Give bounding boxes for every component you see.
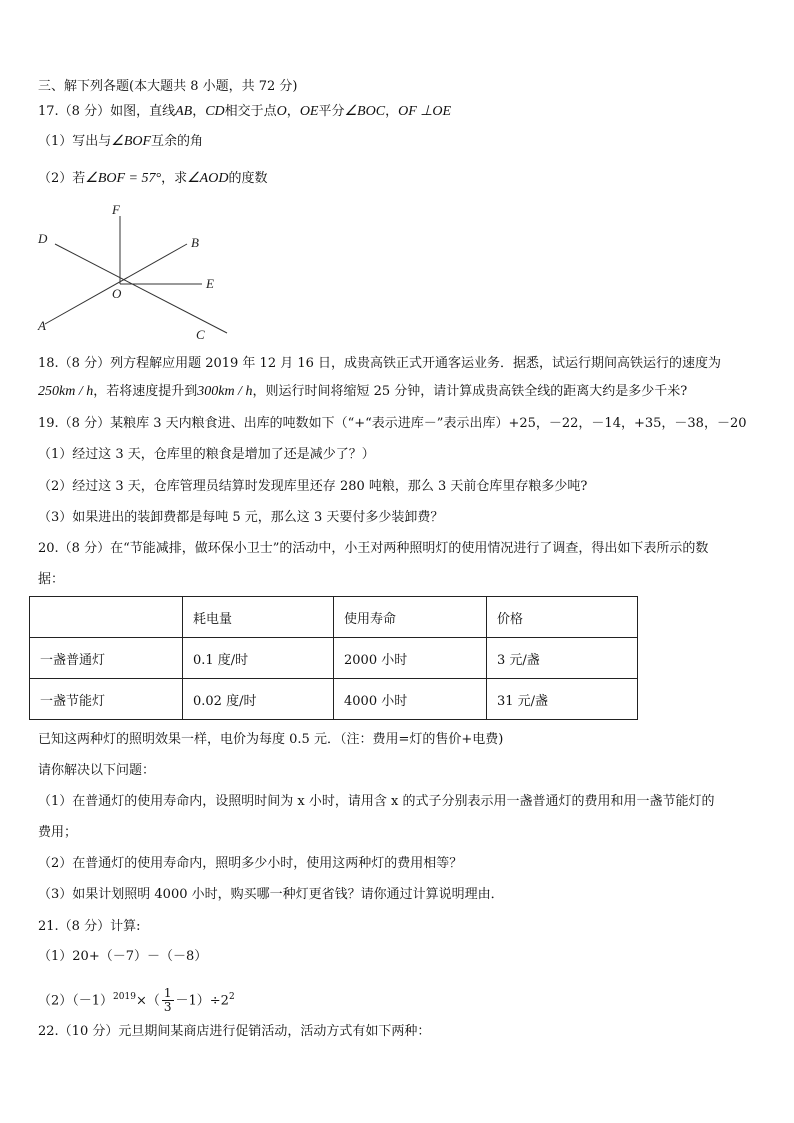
label-o: O	[112, 286, 122, 301]
q17-p2-mid: ，求	[161, 171, 188, 186]
angle-bof-value: ∠BOF = 57°	[85, 171, 162, 186]
q19-part3: （3）如果进出的装卸费都是每吨 5 元，那么这 3 天要付多少装卸费？	[38, 510, 444, 525]
q21-part1: （1）20+（－7）－（－8）	[38, 949, 208, 964]
table-cell: 一盏普通灯	[30, 638, 183, 679]
q18-mid: ，若将速度提升到	[93, 384, 198, 399]
table-header-cell	[30, 597, 183, 638]
q20-line1: 20.（8 分）在“节能减排，做环保小卫士”的活动中，小王对两种照明灯的使用情况进行了调查，得出如下表所示的数	[38, 541, 709, 556]
q20-ask: 请你解决以下问题：	[38, 763, 156, 778]
fraction-denominator: 3	[163, 1000, 172, 1015]
q20-note: 已知这两种灯的照明效果一样，电价为每度 0.5 元．（注：费用=灯的售价+电费)	[38, 732, 504, 747]
q18-line1: 18.（8 分）列方程解应用题 2019 年 12 月 16 日，成贵高铁正式开通客运业务．据悉，试运行期间高铁运行的速度为	[38, 356, 722, 371]
separator: ，	[286, 104, 300, 119]
table-cell: 3 元/盏	[487, 638, 638, 679]
label-f: F	[112, 202, 120, 217]
table-cell: 0.1 度/时	[183, 638, 334, 679]
q17-bisect: 平分	[318, 104, 345, 119]
table-cell: 一盏节能灯	[30, 679, 183, 720]
table-header-row	[30, 597, 638, 638]
label-e: E	[206, 276, 214, 291]
q21-part2	[38, 982, 235, 1016]
q20-part2: （2）在普通灯的使用寿命内，照明多少小时，使用这两种灯的费用相等？	[38, 856, 463, 871]
table-row	[30, 638, 638, 679]
table-cell: 4000 小时	[334, 679, 487, 720]
q17-p2-suffix: 的度数	[228, 171, 268, 186]
q20-part1b: 费用；	[38, 825, 78, 840]
exponent: 2	[228, 992, 235, 1002]
fraction	[162, 987, 174, 1014]
table-cell: 0.02 度/时	[183, 679, 334, 720]
speed-initial: 250km / h	[38, 384, 94, 399]
table-row	[30, 679, 638, 720]
table-header-cell: 耗电量	[183, 597, 334, 638]
q17-p2-prefix: （2）若	[38, 171, 86, 186]
table-header-cell: 价格	[487, 597, 638, 638]
label-b: B	[191, 235, 199, 250]
q20-line2: 据：	[38, 572, 65, 587]
q17-mid: 相交于点	[224, 104, 277, 119]
q19-part1: （1）经过这 3 天，仓库里的粮食是增加了还是减少了？）	[38, 447, 375, 462]
angle-bof: ∠BOF	[111, 134, 152, 149]
section-heading: 三、解下列各题(本大题共 8 小题，共 72 分)	[38, 79, 298, 94]
exponent: 2019	[113, 992, 136, 1002]
line-cd: CD	[205, 104, 225, 119]
q21-p2-times: ×（	[135, 993, 160, 1009]
q18-line2	[38, 383, 687, 401]
point-o: O	[276, 104, 287, 119]
q18-tail: ，则运行时间将缩短 25 分钟，请计算成贵高铁全线的距离大约是多少千米?	[252, 384, 688, 399]
table-cell: 31 元/盏	[487, 679, 638, 720]
q22-line1: 22.（10 分）元旦期间某商店进行促销活动，活动方式有如下两种：	[38, 1024, 431, 1039]
line-ab: AB	[175, 104, 193, 119]
q17-p1-suffix: 互余的角	[151, 134, 204, 149]
angle-boc: ∠BOC	[344, 104, 386, 119]
q17-lead: 17.（8 分）如图，直线	[38, 104, 176, 119]
separator: ，	[385, 104, 399, 119]
q17-p1-prefix: （1）写出与	[38, 134, 112, 149]
q17-stem	[38, 103, 451, 121]
label-c: C	[196, 327, 205, 342]
angle-aod: ∠AOD	[187, 171, 229, 186]
table-cell: 2000 小时	[334, 638, 487, 679]
q19-line1: 19.（8 分）某粮库 3 天内粮食进、出库的吨数如下（“+“表示进库－”表示出库）+25，－22，－14，+35，－38，－20	[38, 416, 747, 431]
figure-lines	[45, 216, 227, 333]
of-perp-oe: OF ⊥OE	[398, 104, 452, 119]
geometry-figure	[30, 200, 230, 345]
line-dc	[55, 244, 227, 333]
table-header-cell: 使用寿命	[334, 597, 487, 638]
speed-raised: 300km / h	[197, 384, 253, 399]
q20-part1a: （1）在普通灯的使用寿命内，设照明时间为 x 小时，请用含 x 的式子分别表示用一盏普通灯的费用和用一盏节能灯的	[38, 794, 715, 809]
q20-part3: （3）如果计划照明 4000 小时，购买哪一种灯更省钱？请你通过计算说明理由．	[38, 887, 504, 902]
q21-p2-tail: －1）÷2	[175, 993, 229, 1009]
q21-lead: 21.（8 分）计算:	[38, 919, 141, 934]
fraction-numerator: 1	[163, 986, 172, 1001]
q17-part1	[38, 133, 203, 151]
ray-oe: OE	[299, 104, 319, 119]
q19-part2: （2）经过这 3 天，仓库管理员结算时发现库里还存 280 吨粮，那么 3 天前仓库里存粮多少吨?	[38, 479, 588, 494]
separator: ，	[192, 104, 206, 119]
label-d: D	[38, 231, 48, 246]
q21-p2-base: （2）（－1）	[38, 993, 114, 1009]
label-a: A	[38, 318, 46, 333]
q17-part2	[38, 170, 267, 188]
lamp-table	[29, 596, 638, 720]
